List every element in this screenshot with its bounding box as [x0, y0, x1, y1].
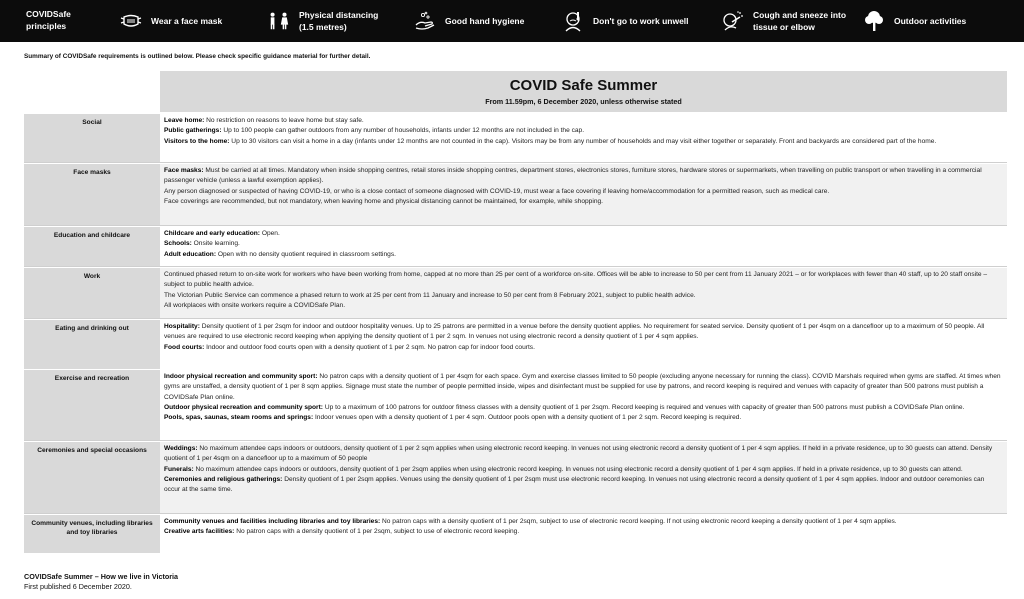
page-title: COVID Safe Summer	[509, 77, 658, 94]
published-date: First published 6 December 2020.	[24, 582, 132, 591]
people-distance-icon	[268, 10, 290, 32]
row-details: Hospitality: Density quotient of 1 per 2sqm for indoor and outdoor hospitality venues. Up to 25 patrons are permitted in a venue before the density quotient applies. No requirement for seated service. Density quotient of 1 per 4sqm on a dancefloor up to a maximum of 50 people. All venues are required to use electronic record keeping when applying the density quotient of 1 per 2 sqm. In venues not using electronic record a density quotient of 1 per 4 sqm applies. Food courts: Indoor and outdoor food courts open with a density quotient of 1 per 2 sqm. No patron cap for indoor food courts.	[164, 323, 985, 351]
row-category: Eating and drinking out	[24, 320, 160, 369]
row-details: Weddings: No maximum attendee caps indoors or outdoors, density quotient of 1 per 2 sqm applies when using electronic record keeping. In venues not using electronic record a density quotient of 1 per 4 sqm applies. If held in a private residence, up to 30 guests can attend. Density quotient of 1 per 4sqm on a dancefloor up to a maximum of 50 people Funerals: No maximum attendee caps indoors or outdoors, density quotient of 1 per 2sqm applies when using electronic record keeping. In venues not using electronic record a density quotient of 1 per 4 sqm applies. If held in a private residence, up to 30 guests can attend. Ceremonies and religious gatherings: Density quotient of 1 per 2sqm applies. Venues using the density quotient of 1 per 2sqm must use electronic record keeping. In venues not using electronic record a density quotient of 1 per 4 sqm applies. Indoor and outdoor ceremonies can occur at the same time.	[160, 442, 1007, 513]
row-details: Leave home: No restriction on reasons to leave home but stay safe. Public gatherings: Up to 100 people can gather outdoors from any number of households, infants under 12 months are not included in the cap. Visitors to the home: Up to 30 visitors can visit a home in a day (infants under 12 months are not counted in the cap). Visitors may be from any number of households and may visit either together or separately. Front and backyards are considered part of the home.	[164, 117, 937, 145]
row-category: Education and childcare	[24, 227, 160, 266]
table-row	[24, 369, 1007, 440]
table-row	[24, 163, 1007, 225]
requirements-table	[24, 71, 1007, 553]
row-details: Community venues and facilities including libraries and toy libraries: No patron caps with a density quotient of 1 per 2sqm, subject to use of electronic record keeping. If not using electronic record keeping a density quotient of 1 per 4 sqm applies. Creative arts facilities: No patron caps with a density quotient of 1 per 2sqm, subject to use of electronic record keeping.	[164, 518, 897, 536]
summary-text: Summary of COVIDSafe requirements is outlined below. Please check specific guidance material for further detail.	[24, 53, 371, 60]
row-details: Indoor physical recreation and community sport: No patron caps with a density quotient of 1 per 4sqm for each space. Gym and exercise classes limited to 50 people (excluding anyone necessary for running the class). COVID Marshals required when gyms are staffed. At times when gyms are unstaffed, a density quotient of 1 per 8 sqm applies. Signage must state the number of people permitted inside, wipes and disinfectant must be supplied for use by patrons, and record keeping is required and venues with capacity of greater than 500 patrons must publish a COVIDSafe Plan online. Outdoor physical recreation and community sport: Up to a maximum of 100 patrons for outdoor fitness classes with a density quotient of 1 per 2sqm. Record keeping is required and venues with capacity of greater than 500 patrons must publish a COVIDSafe Plan online. Pools, spas, saunas, steam rooms and springs: Indoor venues open with a density quotient of 1 per 4 sqm. Outdoor pools open with a density quotient of 1 per 2 sqm. Record keeping is required.	[164, 373, 1001, 422]
principle-label: Cough and sneeze into tissue or elbow	[753, 10, 847, 32]
principle-cough-sneeze	[722, 0, 857, 42]
face-mask-icon	[120, 10, 142, 32]
principle-label: Physical distancing (1.5 metres)	[299, 10, 379, 32]
principles-bar	[0, 0, 1024, 42]
row-category: Social	[24, 114, 160, 162]
principle-label: Wear a face mask	[151, 16, 223, 26]
principle-label: Don't go to work unwell	[593, 16, 689, 26]
table-row	[24, 113, 1007, 162]
table-row	[24, 441, 1007, 513]
table-row	[24, 319, 1007, 369]
row-category: Work	[24, 268, 160, 318]
principle-distancing	[268, 0, 394, 42]
row-category: Exercise and recreation	[24, 370, 160, 440]
hand-hygiene-icon	[414, 10, 436, 32]
principle-unwell	[562, 0, 689, 42]
row-category: Face masks	[24, 164, 160, 225]
row-details: Face masks: Must be carried at all times. Mandatory when inside shopping centres, retail stores inside shopping centres, department stores, electronics stores, furniture stores, hardware stores or supermarkets, when travelling on public transport or when travelling in a commercial passenger vehicle (unless a lawful exemption applies). Any person diagnosed or suspected of having COVID-19, or who is a close contact of someone diagnosed with COVID-19, must wear a face covering if leaving home/accommodation for a permitted reason, such as medical care. Face coverings are recommended, but not mandatory, when leaving home and physical distancing cannot be maintained, for example, while shopping.	[160, 164, 1007, 225]
principle-label: Good hand hygiene	[445, 16, 525, 26]
sneeze-icon	[722, 10, 744, 32]
footer	[24, 572, 178, 592]
row-details: Continued phased return to on-site work for workers who have been working from home, capped at no more than 25 per cent of a workforce on-site. Offices will be able to increase to 50 per cent from 11 January 2021 – or for workplaces with fewer than 40 staff, up to 20 staff onsite – subject to public health advice. The Victorian Public Service can commence a phased return to work at 25 per cent from 11 January and increase to 50 per cent from 8 February 2021, subject to public health advice. All workplaces with onsite workers require a COVIDSafe Plan.	[160, 268, 1007, 318]
principle-outdoor	[863, 0, 966, 42]
row-details: Childcare and early education: Open. Schools: Onsite learning. Adult education: Open with no density quotient required in classroom settings.	[164, 230, 396, 258]
row-category: Ceremonies and special occasions	[24, 442, 160, 513]
effective-date: From 11.59pm, 6 December 2020, unless otherwise stated	[485, 97, 682, 106]
principles-title: COVIDSafe principles	[26, 9, 71, 31]
unwell-person-icon	[562, 10, 584, 32]
principle-hand-hygiene	[414, 0, 524, 42]
table-header	[160, 71, 1007, 112]
table-row	[24, 514, 1007, 553]
footer-title: COVIDSafe Summer – How we live in Victoria	[24, 572, 179, 581]
row-category: Community venues, including libraries and toy libraries	[24, 515, 160, 553]
principle-label: Outdoor activities	[894, 16, 967, 26]
principle-face-mask	[120, 0, 222, 42]
table-row	[24, 226, 1007, 266]
table-row	[24, 267, 1007, 318]
tree-icon	[863, 10, 885, 32]
